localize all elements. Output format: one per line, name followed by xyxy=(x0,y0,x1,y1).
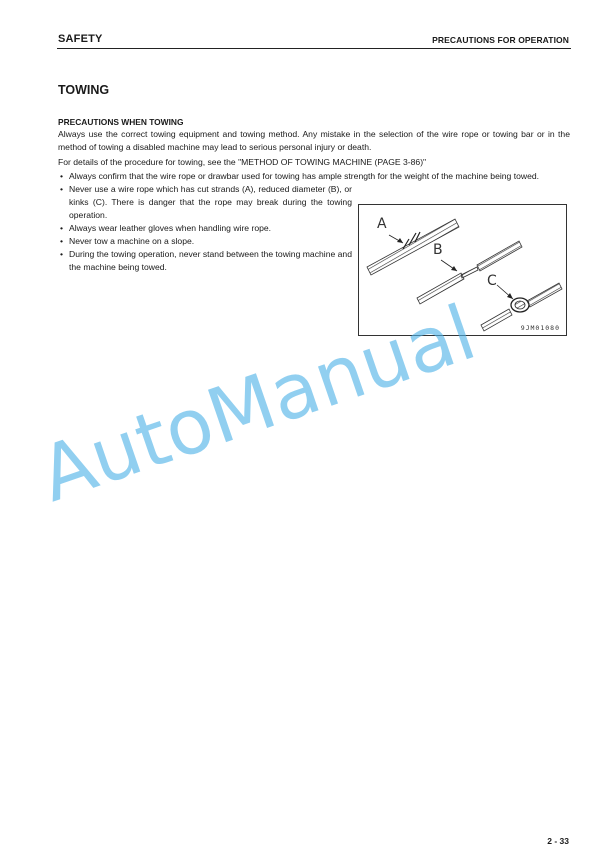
list-item: • Always confirm that the wire rope or drawbar used for towing has ample strength for the weight of the machine being towed. xyxy=(58,170,570,183)
label-c: C xyxy=(487,273,497,289)
page-number: 2 - 33 xyxy=(547,836,569,846)
header-section-title: SAFETY xyxy=(58,33,103,45)
figure-code: 9JM01080 xyxy=(520,324,560,332)
reference-paragraph: For details of the procedure for towing, see the "METHOD OF TOWING MACHINE (PAGE 3-86)" xyxy=(58,157,427,167)
header-divider xyxy=(57,48,571,49)
label-b: B xyxy=(433,242,443,258)
list-item: • Never tow a machine on a slope. xyxy=(58,235,352,248)
list-item: • Always wear leather gloves when handling wire rope. xyxy=(58,222,352,235)
list-item: • Never use a wire rope which has cut strands (A), reduced diameter (B), or kinks (C). There is danger that the rope may break during the towing operation. xyxy=(58,183,352,222)
label-a: A xyxy=(377,216,387,232)
page-title: TOWING xyxy=(58,83,110,97)
intro-paragraph: Always use the correct towing equipment and towing method. Any mistake in the selection of the wire rope or towing bar or in the method of towing a disabled machine may lead to serious personal injury or death. xyxy=(58,129,570,152)
watermark: AutoManual xyxy=(29,287,486,519)
header-chapter-title: PRECAUTIONS FOR OPERATION xyxy=(432,35,569,45)
list-item: • During the towing operation, never stand between the towing machine and the machine being towed. xyxy=(58,248,352,274)
subsection-title: PRECAUTIONS WHEN TOWING xyxy=(58,117,184,127)
